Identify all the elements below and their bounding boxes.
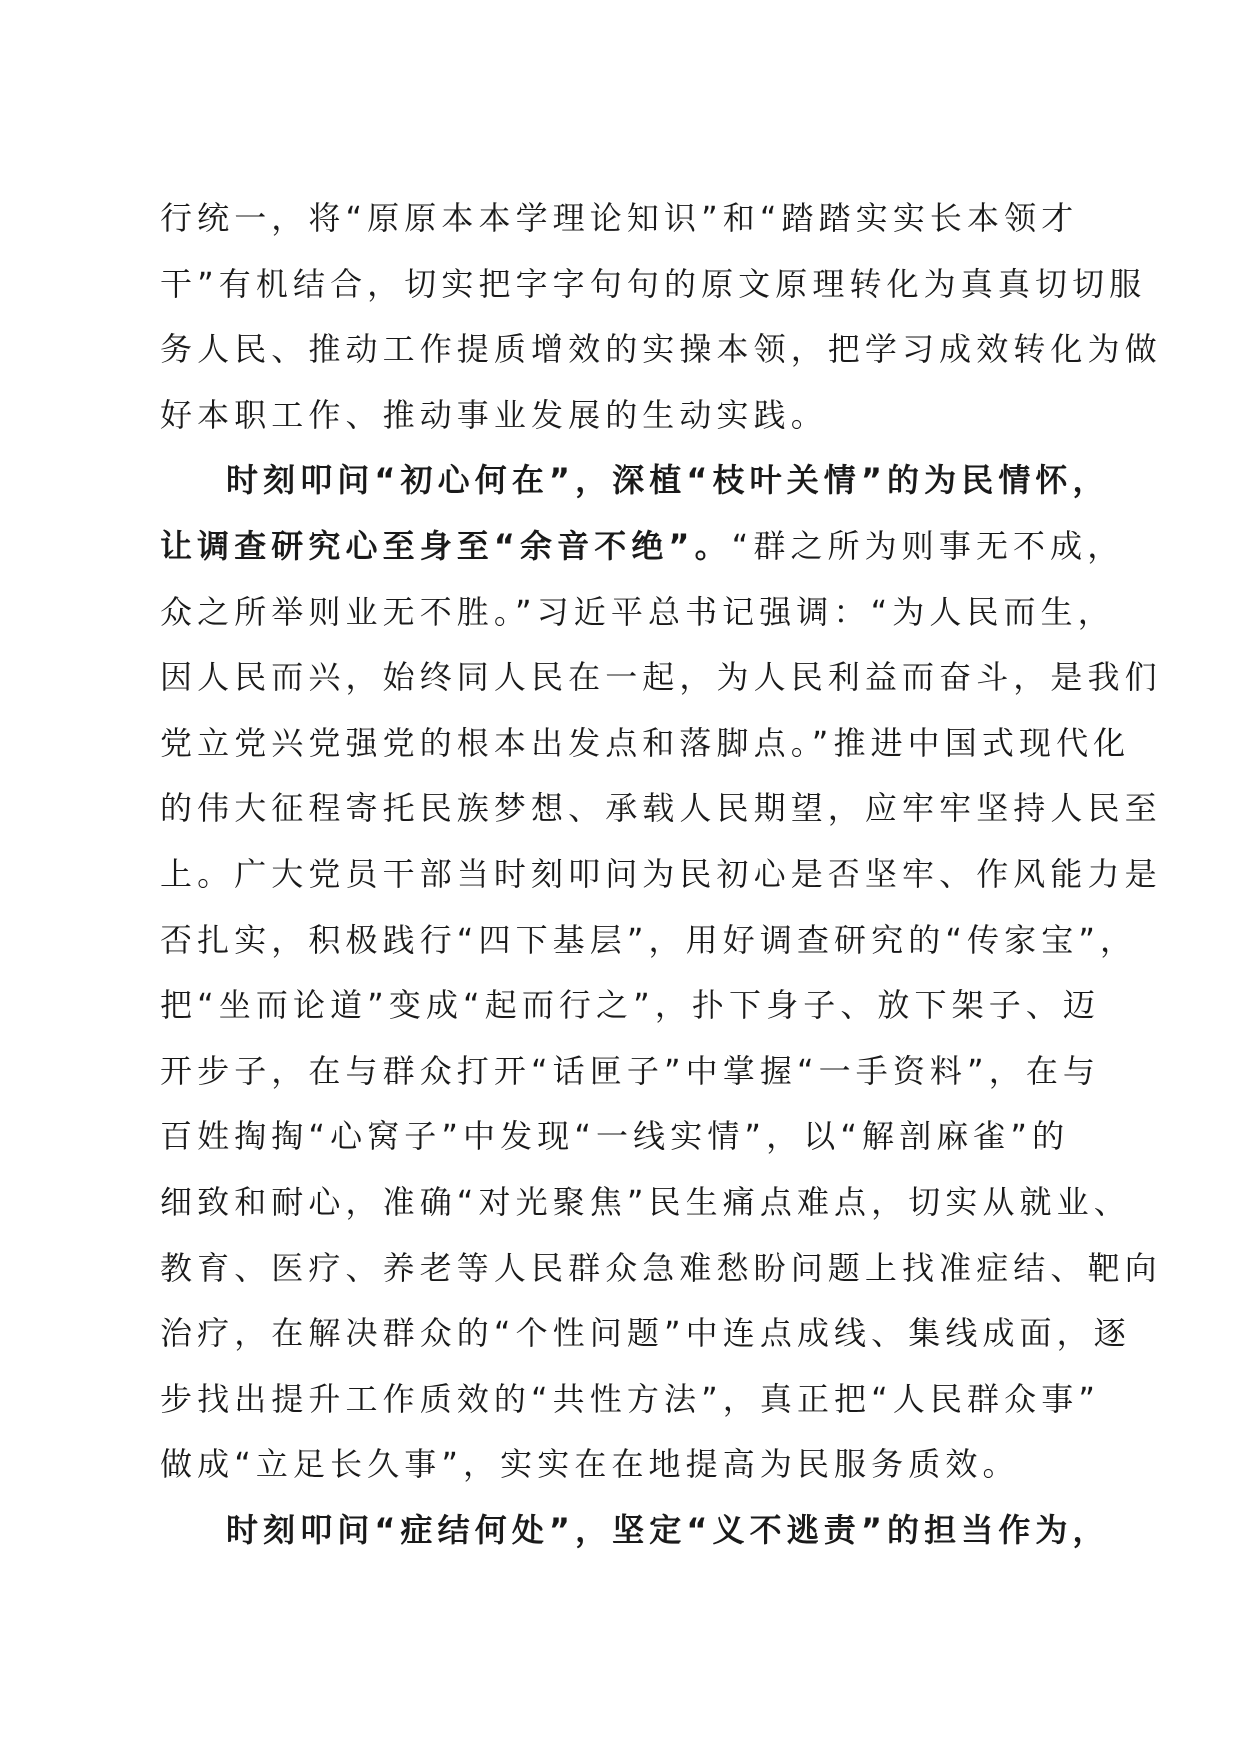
paragraph-section-problem <box>160 1498 1110 1564</box>
text-line: 治疗，在解决群众的“个性问题”中连点成线、集线成面，逐 <box>160 1314 1131 1353</box>
text-line: 把“坐而论道”变成“起而行之”，扑下身子、放下架子、迈 <box>160 986 1101 1025</box>
text-line: 细致和耐心，准确“对光聚焦”民生痛点难点，切实从就业、 <box>160 1182 1131 1221</box>
text-line: 教育、医疗、养老等人民群众急难愁盼问题上找准症结、靶向 <box>160 1248 1162 1287</box>
text-line: 务人民、推动工作提质增效的实操本领，把学习成效转化为做 <box>160 330 1162 369</box>
text-line <box>160 514 1125 580</box>
paragraph-section-initial-heart <box>160 448 1162 1498</box>
text-line: 行统一，将“原原本本学理论知识”和“踏踏实实长本领才 <box>160 199 1079 237</box>
text-line: 步找出提升工作质效的“共性方法”，真正把“人民群众事” <box>160 1379 1101 1418</box>
text-line: 做成“立足长久事”，实实在在地提高为民服务质效。 <box>160 1445 1020 1484</box>
text-line: 众之所举则业无不胜。”习近平总书记强调：“为人民而生， <box>160 592 1115 631</box>
section-heading-line: 时刻叩问“症结何处”，坚定“义不逃责”的担当作为， <box>226 1510 1110 1549</box>
text-line: 百姓掏掏“心窝子”中发现“一线实情”，以“解剖麻雀”的 <box>160 1117 1070 1156</box>
section-heading-tail: “群之所为则事无不成， <box>731 526 1125 565</box>
text-line: 否扎实，积极践行“四下基层”，用好调查研究的“传家宝”， <box>160 920 1138 959</box>
document-body <box>160 186 1162 1563</box>
text-line: 干”有机结合，切实把字字句句的原文原理转化为真真切切服 <box>160 264 1147 303</box>
text-line: 上。广大党员干部当时刻叩问为民初心是否坚牢、作风能力是 <box>160 854 1162 893</box>
text-line: 党立党兴党强党的根本出发点和落脚点。”推进中国式现代化 <box>160 723 1131 762</box>
text-line: 好本职工作、推动事业发展的生动实践。 <box>160 395 828 434</box>
section-heading-line: 让调查研究心至身至“余音不绝”。 <box>160 526 732 565</box>
text-line: 开步子，在与群众打开“话匣子”中掌握“一手资料”，在与 <box>160 1051 1101 1090</box>
paragraph-continuation <box>160 186 1162 448</box>
section-heading-line: 时刻叩问“初心何在”，深植“枝叶关情”的为民情怀， <box>226 461 1110 500</box>
text-line: 的伟大征程寄托民族梦想、承载人民期望，应牢牢坚持人民至 <box>160 789 1162 828</box>
text-line: 因人民而兴，始终同人民在一起，为人民利益而奋斗，是我们 <box>160 658 1162 697</box>
